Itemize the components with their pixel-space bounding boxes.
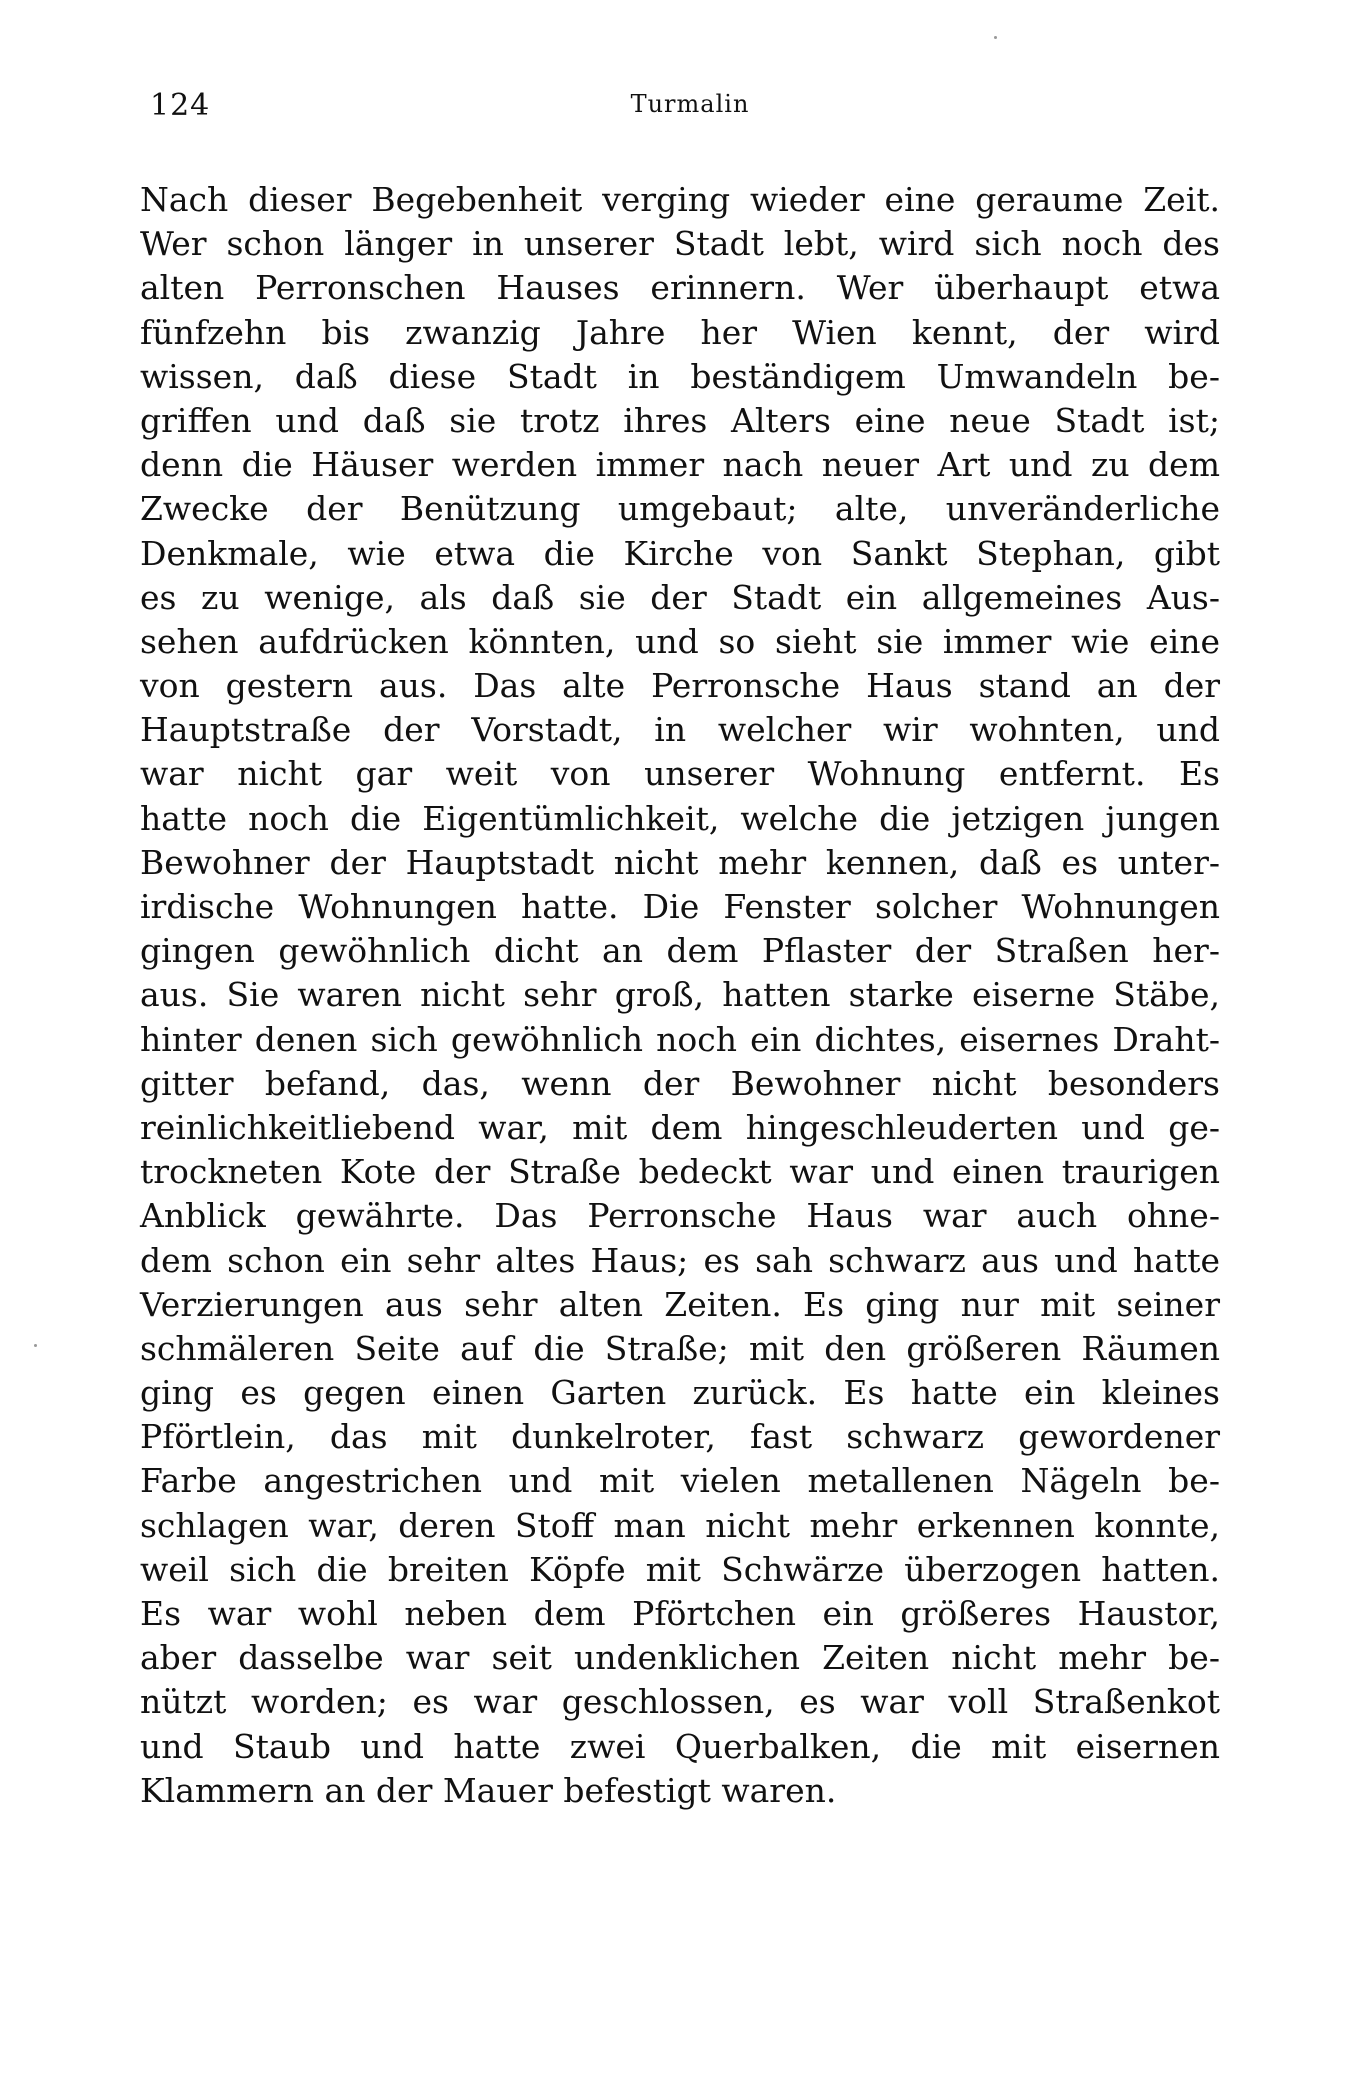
page-header — [150, 88, 1230, 128]
text-line: trockneten Kote der Straße bedeckt war und einen traurigen — [140, 1152, 1220, 1192]
text-line: Pförtlein, das mit dunkelroter, fast schwarz gewordener — [140, 1417, 1220, 1457]
text-line: weil sich die breiten Köpfe mit Schwärze überzogen hatten. — [140, 1549, 1220, 1589]
text-line: aus. Sie waren nicht sehr groß, hatten starke eiserne Stäbe, — [140, 975, 1220, 1015]
text-line: Bewohner der Hauptstadt nicht mehr kennen, daß es unter- — [140, 842, 1220, 882]
text-line: schmäleren Seite auf die Straße; mit den größeren Räumen — [140, 1328, 1220, 1368]
body-text — [140, 178, 1220, 1813]
page-number: 124 — [150, 88, 211, 123]
text-line: war nicht gar weit von unserer Wohnung entfernt. Es — [140, 754, 1220, 794]
text-line: reinlichkeitliebend war, mit dem hingeschleuderten und ge- — [140, 1107, 1220, 1147]
text-line: Anblick gewährte. Das Perronsche Haus war auch ohne- — [140, 1196, 1220, 1236]
text-line: gitter befand, das, wenn der Bewohner nicht besonders — [140, 1063, 1220, 1103]
text-line: nützt worden; es war geschlossen, es war voll Straßenkot — [140, 1682, 1220, 1722]
text-line: wissen, daß diese Stadt in beständigem Umwandeln be- — [140, 356, 1220, 396]
text-line: Farbe angestrichen und mit vielen metallenen Nägeln be- — [140, 1461, 1220, 1501]
text-line: von gestern aus. Das alte Perronsche Haus stand an der — [140, 666, 1220, 706]
text-line: Denkmale, wie etwa die Kirche von Sankt Stephan, gibt — [140, 533, 1220, 573]
text-line: griffen und daß sie trotz ihres Alters eine neue Stadt ist; — [140, 400, 1220, 440]
text-line: dem schon ein sehr altes Haus; es sah schwarz aus und hatte — [140, 1240, 1220, 1280]
text-line-last: Klammern an der Mauer befestigt waren. — [140, 1770, 837, 1810]
paper-speck — [994, 36, 997, 39]
running-title: Turmalin — [630, 90, 750, 118]
text-line: schlagen war, deren Stoff man nicht mehr erkennen konnte, — [140, 1505, 1220, 1545]
text-line: Zwecke der Benützung umgebaut; alte, unveränderliche — [140, 489, 1220, 529]
text-line: hinter denen sich gewöhnlich noch ein dichtes, eisernes Draht- — [140, 1019, 1220, 1059]
text-line: gingen gewöhnlich dicht an dem Pflaster der Straßen her- — [140, 931, 1220, 971]
text-line: Es war wohl neben dem Pförtchen ein größeres Haustor, — [140, 1594, 1220, 1633]
text-line: Wer schon länger in unserer Stadt lebt, wird sich noch des — [140, 224, 1220, 264]
text-line: ging es gegen einen Garten zurück. Es hatte ein kleines — [140, 1373, 1220, 1413]
text-line: und Staub und hatte zwei Querbalken, die mit eisernen — [140, 1726, 1220, 1766]
text-line: denn die Häuser werden immer nach neuer Art und zu dem — [140, 445, 1220, 485]
text-line: hatte noch die Eigentümlichkeit, welche die jetzigen jungen — [140, 798, 1220, 838]
text-line: irdische Wohnungen hatte. Die Fenster solcher Wohnungen — [140, 887, 1220, 926]
text-line: Hauptstraße der Vorstadt, in welcher wir wohnten, und — [140, 710, 1220, 750]
paper-speck — [34, 1344, 37, 1347]
text-line: fünfzehn bis zwanzig Jahre her Wien kennt, der wird — [140, 312, 1220, 352]
text-line: sehen aufdrücken könnten, und so sieht sie immer wie eine — [140, 621, 1220, 661]
text-line: aber dasselbe war seit undenklichen Zeiten nicht mehr be- — [140, 1638, 1220, 1678]
text-line: alten Perronschen Hauses erinnern. Wer überhaupt etwa — [140, 268, 1220, 308]
text-line: es zu wenige, als daß sie der Stadt ein allgemeines Aus- — [140, 577, 1220, 617]
text-line: Nach dieser Begebenheit verging wieder eine geraume Zeit. — [140, 180, 1220, 219]
text-line: Verzierungen aus sehr alten Zeiten. Es ging nur mit seiner — [140, 1284, 1220, 1324]
